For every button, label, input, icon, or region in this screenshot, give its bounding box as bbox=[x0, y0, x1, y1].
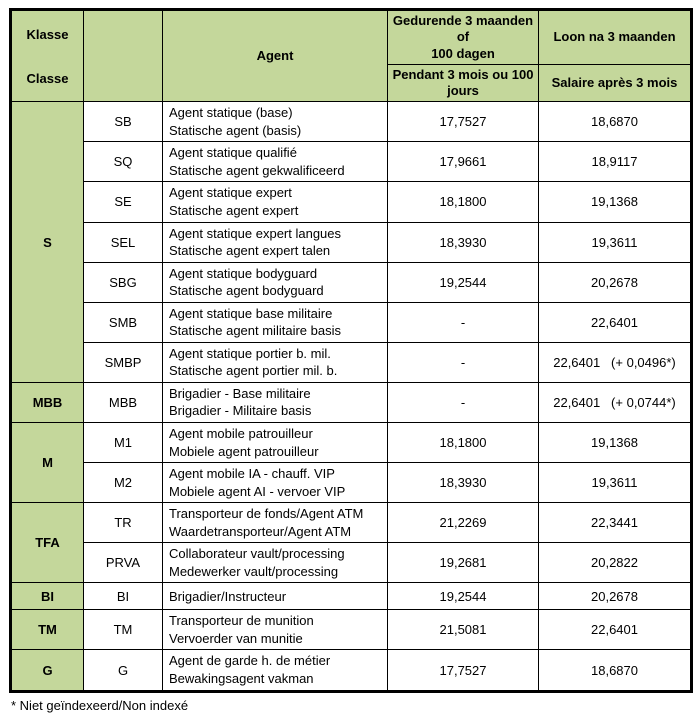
wage-during-cell: 17,7527 bbox=[388, 102, 539, 142]
agent-description-cell bbox=[163, 222, 388, 262]
agent-description-nl: Statische agent militaire basis bbox=[169, 323, 341, 339]
agent-code-cell: M2 bbox=[84, 463, 163, 503]
agent-description-cell bbox=[163, 503, 388, 543]
class-group-cell-s: S bbox=[11, 102, 84, 383]
klasse-header-cell bbox=[11, 10, 84, 102]
agent-description-cell bbox=[163, 463, 388, 503]
class-group-cell-mbb: MBB bbox=[11, 382, 84, 422]
agent-description-cell bbox=[163, 650, 388, 691]
wage-during-cell: 18,3930 bbox=[388, 463, 539, 503]
agent-description-cell bbox=[163, 262, 388, 302]
agent-description-cell bbox=[163, 382, 388, 422]
agent-description-cell bbox=[163, 610, 388, 650]
agent-code-cell: SEL bbox=[84, 222, 163, 262]
wage-after-cell: 22,6401 (+ 0,0744*) bbox=[539, 382, 692, 422]
wage-after-cell: 22,3441 bbox=[539, 503, 692, 543]
agent-description-fr: Brigadier/Instructeur bbox=[169, 588, 287, 604]
wage-after-cell: 18,9117 bbox=[539, 142, 692, 182]
klasse-label-fr: Classe bbox=[26, 70, 69, 86]
agent-code-cell: SBG bbox=[84, 262, 163, 302]
wage-after-cell: 19,3611 bbox=[539, 463, 692, 503]
agent-code-cell: G bbox=[84, 650, 163, 691]
agent-code-cell: M1 bbox=[84, 423, 163, 463]
agent-description-nl: Medewerker vault/processing bbox=[169, 563, 339, 579]
agent-code-cell: MBB bbox=[84, 382, 163, 422]
table-row bbox=[11, 302, 692, 342]
wage-during-cell: 18,1800 bbox=[388, 182, 539, 222]
agent-description-fr: Agent de garde h. de métier bbox=[169, 653, 331, 669]
agent-code-cell: BI bbox=[84, 583, 163, 610]
agent-description-cell bbox=[163, 423, 388, 463]
agent-description-fr: Transporteur de fonds/Agent ATM bbox=[169, 506, 364, 522]
wage-during-cell: 19,2544 bbox=[388, 583, 539, 610]
wage-during-cell: 17,9661 bbox=[388, 142, 539, 182]
header-row-1 bbox=[11, 10, 692, 65]
agent-description-fr: Transporteur de munition bbox=[169, 613, 314, 629]
agent-code-cell: SMB bbox=[84, 302, 163, 342]
class-group-cell-m: M bbox=[11, 423, 84, 503]
agent-code-cell: SE bbox=[84, 182, 163, 222]
footnote: * Niet geïndexeerd/Non indexé bbox=[11, 697, 189, 713]
table-row bbox=[11, 382, 692, 422]
wage-after-cell: 20,2678 bbox=[539, 262, 692, 302]
table-row bbox=[11, 650, 692, 691]
agent-description-nl: Bewakingsagent vakman bbox=[169, 671, 314, 687]
table-row bbox=[11, 543, 692, 583]
wage-after-cell: 20,2822 bbox=[539, 543, 692, 583]
wage-during-header-fr-line2: jours bbox=[447, 83, 479, 98]
wage-during-cell: - bbox=[388, 382, 539, 422]
klasse-header-labels bbox=[16, 24, 79, 88]
agent-code-cell: TM bbox=[84, 610, 163, 650]
agent-description-cell bbox=[163, 102, 388, 142]
agent-description-cell bbox=[163, 583, 388, 610]
wage-after-cell: 22,6401 bbox=[539, 610, 692, 650]
agent-description-nl: Mobiele agent patrouilleur bbox=[169, 443, 319, 459]
wage-after-header-nl: Loon na 3 maanden bbox=[539, 10, 692, 65]
wage-after-cell: 19,1368 bbox=[539, 182, 692, 222]
agent-description-fr: Agent mobile IA - chauff. VIP bbox=[169, 466, 335, 482]
wage-during-header-fr bbox=[388, 64, 539, 102]
class-group-cell-g: G bbox=[11, 650, 84, 691]
agent-description-fr: Agent mobile patrouilleur bbox=[169, 426, 313, 441]
wage-after-cell: 19,1368 bbox=[539, 423, 692, 463]
agent-code-cell: TR bbox=[84, 503, 163, 543]
wage-during-cell: 21,5081 bbox=[388, 610, 539, 650]
wage-after-cell: 22,6401 (+ 0,0496*) bbox=[539, 342, 692, 382]
klasse-label-nl: Klasse bbox=[26, 27, 69, 43]
agent-description-nl: Statische agent expert bbox=[169, 202, 299, 218]
wage-during-header-nl-line1: Gedurende 3 maanden of bbox=[392, 13, 534, 45]
table-row bbox=[11, 423, 692, 463]
wage-after-cell: 18,6870 bbox=[539, 650, 692, 691]
table-row bbox=[11, 463, 692, 503]
wage-during-cell: 18,1800 bbox=[388, 423, 539, 463]
wage-after-cell: 19,3611 bbox=[539, 222, 692, 262]
agent-code-cell: SB bbox=[84, 102, 163, 142]
agent-description-fr: Agent statique qualifié bbox=[169, 145, 297, 161]
table-row bbox=[11, 503, 692, 543]
agent-description-nl: Waardetransporteur/Agent ATM bbox=[169, 523, 352, 539]
agent-description-fr: Agent statique base militaire bbox=[169, 305, 333, 321]
wage-during-cell: 17,7527 bbox=[388, 650, 539, 691]
table-row bbox=[11, 262, 692, 302]
table-row bbox=[11, 342, 692, 382]
agent-description-nl: Brigadier - Militaire basis bbox=[169, 403, 312, 419]
agent-description-fr: Agent statique (base) bbox=[169, 105, 293, 121]
wage-after-cell: 22,6401 bbox=[539, 302, 692, 342]
agent-description-nl: Statische agent (basis) bbox=[169, 122, 302, 138]
wage-during-header-nl-line2: 100 dagen bbox=[431, 45, 495, 61]
agent-description-cell bbox=[163, 342, 388, 382]
agent-description-fr: Brigadier - Base militaire bbox=[169, 385, 311, 401]
wage-during-cell: 19,2681 bbox=[388, 543, 539, 583]
agent-description-fr: Agent statique bodyguard bbox=[169, 265, 318, 281]
table-row bbox=[11, 222, 692, 262]
wage-during-header-nl bbox=[388, 10, 539, 65]
table-row bbox=[11, 142, 692, 182]
wage-during-cell: 18,3930 bbox=[388, 222, 539, 262]
agent-header-cell: Agent bbox=[163, 10, 388, 102]
agent-description-cell bbox=[163, 302, 388, 342]
wage-during-header-fr-line1: Pendant 3 mois ou 100 bbox=[392, 66, 534, 82]
agent-description-nl: Statische agent gekwalificeerd bbox=[169, 162, 345, 178]
wage-table bbox=[9, 8, 693, 693]
agent-description-cell bbox=[163, 182, 388, 222]
agent-code-cell: SMBP bbox=[84, 342, 163, 382]
agent-description-cell bbox=[163, 543, 388, 583]
agent-description-fr: Agent statique expert langues bbox=[169, 225, 342, 241]
agent-description-nl: Statische agent bodyguard bbox=[169, 283, 324, 299]
class-group-cell-tm: TM bbox=[11, 610, 84, 650]
wage-during-cell: 19,2544 bbox=[388, 262, 539, 302]
wage-during-cell: - bbox=[388, 342, 539, 382]
agent-code-cell: PRVA bbox=[84, 543, 163, 583]
agent-description-cell bbox=[163, 142, 388, 182]
code-header-cell-empty bbox=[84, 10, 163, 102]
class-group-cell-tfa: TFA bbox=[11, 503, 84, 583]
agent-description-fr: Agent statique portier b. mil. bbox=[169, 345, 331, 361]
agent-description-nl: Statische agent portier mil. b. bbox=[169, 363, 338, 379]
agent-description-fr: Agent statique expert bbox=[169, 185, 292, 201]
wage-after-cell: 20,2678 bbox=[539, 583, 692, 610]
wage-during-cell: 21,2269 bbox=[388, 503, 539, 543]
wage-after-cell: 18,6870 bbox=[539, 102, 692, 142]
wage-after-header-fr: Salaire après 3 mois bbox=[539, 64, 692, 102]
agent-description-nl: Vervoerder van munitie bbox=[169, 630, 303, 646]
wage-during-cell: - bbox=[388, 302, 539, 342]
table-row bbox=[11, 583, 692, 610]
agent-description-nl: Mobiele agent AI - vervoer VIP bbox=[169, 483, 346, 499]
agent-description-fr: Collaborateur vault/processing bbox=[169, 546, 345, 562]
table-row bbox=[11, 102, 692, 142]
agent-description-nl: Statische agent expert talen bbox=[169, 243, 331, 259]
class-group-cell-bi: BI bbox=[11, 583, 84, 610]
table-row bbox=[11, 610, 692, 650]
agent-code-cell: SQ bbox=[84, 142, 163, 182]
table-row bbox=[11, 182, 692, 222]
